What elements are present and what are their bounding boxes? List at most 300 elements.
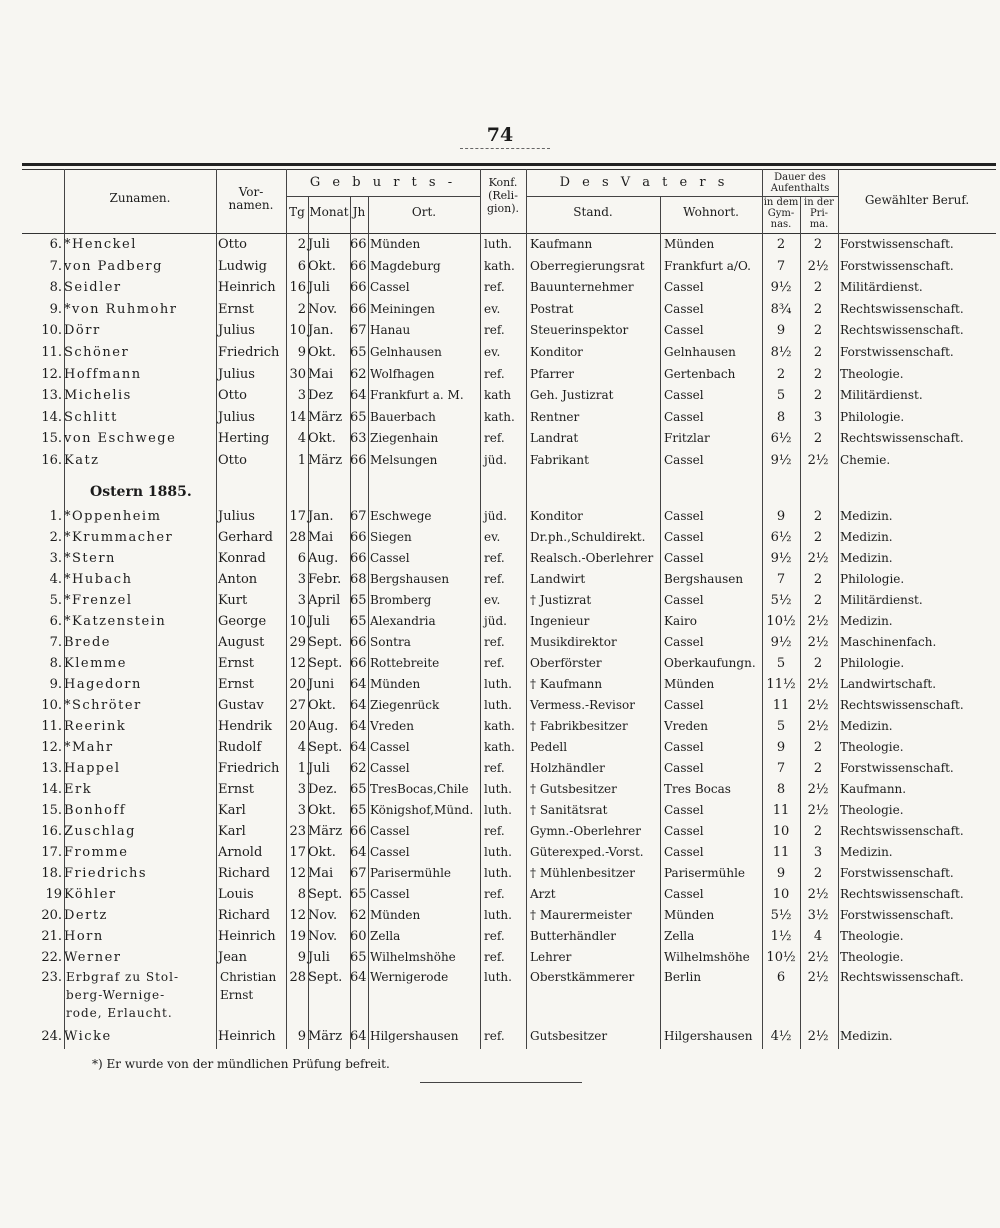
birth-year: 65 bbox=[350, 409, 367, 425]
years-prima: 2½ bbox=[807, 551, 829, 566]
birth-month: Mai bbox=[308, 530, 334, 545]
father-residence: Cassel bbox=[664, 593, 704, 607]
birth-month: Aug. bbox=[308, 551, 339, 566]
first-name: Julius bbox=[218, 409, 255, 425]
birth-day: 3 bbox=[297, 803, 306, 818]
religion: ev. bbox=[484, 593, 501, 607]
years-prima: 2½ bbox=[807, 1029, 829, 1044]
birth-place: Gelnhausen bbox=[370, 345, 442, 359]
father-occupation: Gymn.-Oberlehrer bbox=[530, 824, 641, 838]
row-number: 7. bbox=[49, 635, 62, 650]
birth-year: 66 bbox=[350, 237, 367, 252]
birth-day: 6 bbox=[297, 551, 306, 566]
father-occupation: Lehrer bbox=[530, 950, 572, 964]
religion: ref. bbox=[484, 887, 505, 901]
father-occupation: Butterhändler bbox=[530, 929, 616, 943]
surname: Zuschlag bbox=[64, 824, 136, 839]
surname: Fromme bbox=[64, 845, 129, 860]
years-prima: 3 bbox=[813, 845, 823, 860]
father-occupation: Musikdirektor bbox=[530, 635, 617, 649]
religion: luth. bbox=[484, 698, 512, 712]
father-residence: Cassel bbox=[664, 761, 704, 775]
years-prima: 2½ bbox=[807, 258, 829, 274]
years-prima: 2 bbox=[813, 761, 823, 776]
religion: kath. bbox=[484, 258, 515, 273]
birth-month: März bbox=[308, 409, 343, 425]
table-row bbox=[0, 342, 1000, 363]
birth-year: 66 bbox=[350, 280, 367, 296]
years-prima: 2½ bbox=[807, 677, 829, 692]
row-number: 12. bbox=[41, 366, 62, 382]
surname: *Hubach bbox=[64, 572, 133, 587]
chosen-profession: Medizin. bbox=[840, 845, 893, 859]
birth-year: 62 bbox=[350, 908, 367, 923]
religion: luth. bbox=[484, 803, 512, 817]
father-occupation: † Gutsbesitzer bbox=[530, 782, 617, 796]
years-gymnasium: 10 bbox=[772, 824, 790, 839]
birth-month: Okt. bbox=[308, 345, 336, 360]
father-residence: Cassel bbox=[664, 887, 704, 901]
birth-year: 66 bbox=[350, 656, 367, 671]
religion: luth. bbox=[484, 866, 512, 880]
birth-place: Bromberg bbox=[370, 593, 432, 607]
surname: Bonhoff bbox=[64, 803, 127, 818]
years-gymnasium: 11 bbox=[772, 698, 790, 713]
surname: Brede bbox=[64, 635, 111, 650]
chosen-profession: Theologie. bbox=[840, 929, 904, 943]
father-residence: Cassel bbox=[664, 551, 704, 565]
religion: ref. bbox=[484, 323, 505, 338]
row-number: 15. bbox=[41, 431, 62, 447]
row-number: 15. bbox=[41, 803, 62, 818]
surname: Happel bbox=[64, 761, 121, 776]
header-monat: Monat bbox=[309, 205, 349, 219]
row-number: 16. bbox=[41, 824, 62, 839]
religion: kath. bbox=[484, 740, 515, 754]
birth-day: 9 bbox=[297, 950, 306, 965]
years-gymnasium: 6½ bbox=[770, 431, 792, 447]
chosen-profession: Medizin. bbox=[840, 530, 893, 544]
birth-day: 27 bbox=[289, 698, 306, 713]
father-occupation: † Fabrikbesitzer bbox=[530, 719, 628, 733]
row-number: 4. bbox=[49, 572, 62, 587]
birth-day: 1 bbox=[297, 761, 306, 776]
years-gymnasium: 10½ bbox=[766, 950, 796, 965]
father-occupation: † Kaufmann bbox=[530, 677, 603, 691]
surname: *Stern bbox=[64, 551, 116, 566]
birth-place: Melsungen bbox=[370, 453, 438, 467]
years-prima: 4 bbox=[813, 929, 823, 944]
father-residence: Münden bbox=[664, 908, 715, 922]
first-name: Konrad bbox=[218, 551, 266, 566]
years-gymnasium: 9½ bbox=[770, 453, 792, 468]
religion: ref. bbox=[484, 551, 505, 565]
birth-year: 64 bbox=[350, 388, 367, 404]
years-gymnasium: 9 bbox=[776, 866, 786, 881]
father-occupation: Kaufmann bbox=[530, 237, 593, 251]
father-residence: Vreden bbox=[664, 719, 709, 733]
first-name: Otto bbox=[218, 453, 247, 468]
row-number: 22. bbox=[41, 950, 62, 965]
birth-year: 68 bbox=[350, 572, 367, 587]
chosen-profession: Forstwissenschaft. bbox=[840, 908, 954, 922]
first-name: Otto bbox=[218, 388, 247, 404]
birth-month: Nov. bbox=[308, 908, 338, 923]
birth-day: 10 bbox=[289, 323, 306, 339]
father-residence: Fritzlar bbox=[664, 431, 710, 446]
birth-year: 66 bbox=[350, 258, 367, 274]
father-residence: Berlin bbox=[664, 970, 702, 984]
birth-place: Alexandria bbox=[370, 614, 436, 628]
first-name: Otto bbox=[218, 237, 247, 252]
header-stand: Stand. bbox=[573, 205, 613, 219]
years-gymnasium: 5 bbox=[776, 388, 786, 404]
table-row bbox=[0, 428, 1000, 449]
father-residence: Oberkaufungn. bbox=[664, 656, 756, 670]
header-konf: Konf. (Reli- gion). bbox=[486, 176, 520, 215]
page-number: 74 bbox=[486, 124, 514, 146]
birth-place: Zella bbox=[370, 929, 401, 943]
birth-year: 65 bbox=[350, 803, 367, 818]
years-gymnasium: 11 bbox=[772, 845, 790, 860]
birth-day: 9 bbox=[297, 1029, 306, 1044]
birth-year: 62 bbox=[350, 761, 367, 776]
father-residence: Cassel bbox=[664, 409, 704, 424]
father-residence: Cassel bbox=[664, 740, 704, 754]
birth-year: 64 bbox=[350, 719, 367, 734]
father-occupation: Dr.ph.,Schuldirekt. bbox=[530, 530, 646, 544]
years-gymnasium: 7 bbox=[776, 761, 786, 776]
birth-place: Cassel bbox=[370, 887, 410, 901]
surname: *von Ruhmohr bbox=[64, 301, 178, 317]
father-residence: Zella bbox=[664, 929, 695, 943]
birth-place: Parisermühle bbox=[370, 866, 452, 880]
first-name: Jean bbox=[218, 950, 248, 965]
first-name: Heinrich bbox=[218, 929, 276, 944]
birth-place: Wolfhagen bbox=[370, 366, 435, 381]
chosen-profession: Rechtswissenschaft. bbox=[840, 301, 964, 316]
birth-month: März bbox=[308, 824, 343, 839]
years-gymnasium: 1½ bbox=[770, 929, 792, 944]
table-row bbox=[0, 569, 1000, 590]
birth-day: 20 bbox=[289, 677, 306, 692]
surname: *Katzenstein bbox=[64, 614, 167, 629]
years-prima: 2 bbox=[813, 280, 823, 296]
first-name: Julius bbox=[218, 323, 255, 339]
birth-day: 3 bbox=[297, 593, 306, 608]
years-gymnasium: 5½ bbox=[770, 593, 792, 608]
surname: *Oppenheim bbox=[64, 509, 162, 524]
father-occupation: Steuerinspektor bbox=[530, 323, 629, 338]
table-row bbox=[0, 737, 1000, 758]
birth-day: 12 bbox=[289, 656, 306, 671]
religion: ref. bbox=[484, 761, 505, 775]
birth-day: 1 bbox=[297, 453, 306, 468]
header-geburts-rule bbox=[286, 196, 480, 197]
chosen-profession: Theologie. bbox=[840, 950, 904, 964]
birth-year: 66 bbox=[350, 453, 367, 468]
years-gymnasium: 10 bbox=[772, 887, 790, 902]
religion: luth. bbox=[484, 845, 512, 859]
father-occupation: Fabrikant bbox=[530, 453, 589, 467]
birth-day: 29 bbox=[289, 635, 306, 650]
birth-month: Febr. bbox=[308, 572, 342, 587]
father-residence: Kairo bbox=[664, 614, 697, 628]
birth-year: 66 bbox=[350, 824, 367, 839]
birth-place: Eschwege bbox=[370, 509, 432, 523]
surname: Seidler bbox=[64, 280, 122, 296]
birth-year: 64 bbox=[350, 1029, 367, 1044]
surname: Klemme bbox=[64, 656, 127, 671]
chosen-profession: Rechtswissenschaft. bbox=[840, 824, 964, 838]
table-row bbox=[0, 364, 1000, 385]
chosen-profession: Landwirtschaft. bbox=[840, 677, 937, 691]
birth-year: 65 bbox=[350, 593, 367, 608]
header-vaters-rule bbox=[526, 196, 762, 197]
row-number: 20. bbox=[41, 908, 62, 923]
table-row bbox=[0, 884, 1000, 905]
first-name: Friedrich bbox=[218, 761, 280, 776]
birth-place: Frankfurt a. M. bbox=[370, 388, 464, 403]
father-residence: Cassel bbox=[664, 530, 704, 544]
birth-month: Okt. bbox=[308, 258, 336, 274]
birth-year: 63 bbox=[350, 431, 367, 447]
top-double-rule bbox=[22, 163, 996, 166]
table-row bbox=[0, 716, 1000, 737]
father-residence: Cassel bbox=[664, 698, 704, 712]
birth-place: Münden bbox=[370, 908, 421, 922]
table-row bbox=[0, 277, 1000, 298]
header-ort: Ort. bbox=[411, 205, 437, 219]
years-gymnasium: 6½ bbox=[770, 530, 792, 545]
birth-year: 64 bbox=[350, 845, 367, 860]
chosen-profession: Philologie. bbox=[840, 572, 905, 586]
birth-month: Sept. bbox=[308, 887, 343, 902]
years-prima: 2½ bbox=[807, 887, 829, 902]
surname: *Mahr bbox=[64, 740, 114, 755]
birth-place: Cassel bbox=[370, 551, 410, 565]
father-residence: Münden bbox=[664, 677, 715, 691]
years-prima: 2 bbox=[813, 866, 823, 881]
father-occupation: Arzt bbox=[530, 887, 556, 901]
years-gymnasium: 6 bbox=[776, 970, 786, 985]
father-residence: Cassel bbox=[664, 803, 704, 817]
religion: jüd. bbox=[484, 614, 507, 628]
surname-line-3: rode, Erlaucht. bbox=[66, 1006, 173, 1020]
years-prima: 2 bbox=[813, 366, 823, 382]
birth-day: 30 bbox=[289, 366, 306, 382]
birth-month: Jan. bbox=[308, 323, 334, 339]
first-name: Ernst bbox=[218, 677, 254, 692]
birth-place: Magdeburg bbox=[370, 258, 441, 273]
row-number: 8. bbox=[49, 656, 62, 671]
surname: Katz bbox=[64, 453, 100, 468]
first-name-line-1: Christian bbox=[220, 970, 277, 984]
footnote: *) Er wurde von der mündlichen Prüfung befreit. bbox=[92, 1057, 390, 1071]
father-occupation: Oberförster bbox=[530, 656, 602, 670]
birth-year: 65 bbox=[350, 614, 367, 629]
years-prima: 3 bbox=[813, 409, 823, 425]
birth-year: 66 bbox=[350, 551, 367, 566]
row-number: 9. bbox=[49, 677, 62, 692]
birth-place: Ziegenrück bbox=[370, 698, 440, 712]
first-name: Gerhard bbox=[218, 530, 273, 545]
row-number: 16. bbox=[41, 453, 62, 468]
father-occupation: Oberstkämmerer bbox=[530, 970, 635, 984]
father-residence: Cassel bbox=[664, 453, 704, 467]
birth-place: Vreden bbox=[370, 719, 415, 733]
table-row bbox=[0, 527, 1000, 548]
religion: ev. bbox=[484, 301, 501, 316]
table-row bbox=[0, 611, 1000, 632]
birth-year: 66 bbox=[350, 530, 367, 545]
birth-place: TresBocas,Chile bbox=[370, 782, 469, 796]
row-number: 21. bbox=[41, 929, 62, 944]
birth-place: Bauerbach bbox=[370, 409, 436, 424]
first-name: Karl bbox=[218, 824, 246, 839]
father-occupation: † Justizrat bbox=[530, 593, 592, 607]
father-occupation: Konditor bbox=[530, 345, 583, 359]
father-residence: Cassel bbox=[664, 845, 704, 859]
row-number: 11. bbox=[41, 345, 62, 360]
table-row bbox=[0, 234, 1000, 255]
surname: Horn bbox=[64, 929, 104, 944]
years-prima: 2 bbox=[813, 740, 823, 755]
years-prima: 2 bbox=[813, 301, 823, 317]
page-number-ornament bbox=[460, 148, 550, 149]
birth-month: Sept. bbox=[308, 635, 343, 650]
first-name: Ludwig bbox=[218, 258, 267, 274]
first-name: Julius bbox=[218, 509, 255, 524]
years-prima: 2 bbox=[813, 345, 823, 360]
birth-year: 67 bbox=[350, 866, 367, 881]
religion: ref. bbox=[484, 824, 505, 838]
row-number: 13. bbox=[41, 761, 62, 776]
years-gymnasium: 5 bbox=[776, 656, 786, 671]
footnote-rule bbox=[420, 1082, 582, 1083]
father-occupation: Rentner bbox=[530, 409, 580, 424]
surname: Michelis bbox=[64, 388, 132, 404]
birth-day: 28 bbox=[289, 530, 306, 545]
birth-month: Mai bbox=[308, 866, 334, 881]
table-row bbox=[0, 450, 1000, 471]
surname: Erk bbox=[64, 782, 93, 797]
chosen-profession: Militärdienst. bbox=[840, 388, 923, 403]
first-name: August bbox=[218, 635, 265, 650]
religion: luth. bbox=[484, 782, 512, 796]
first-name-line-2: Ernst bbox=[220, 988, 254, 1002]
birth-place: Siegen bbox=[370, 530, 412, 544]
father-residence: Tres Bocas bbox=[664, 782, 731, 796]
table-row-24 bbox=[0, 1026, 1000, 1047]
years-prima: 2 bbox=[813, 656, 823, 671]
surname-line-2: berg-Wernige- bbox=[66, 988, 166, 1002]
surname: *Schröter bbox=[64, 698, 142, 713]
row-number: 10. bbox=[41, 323, 62, 339]
chosen-profession: Forstwissenschaft. bbox=[840, 345, 954, 359]
father-residence: Cassel bbox=[664, 280, 704, 295]
birth-place: Cassel bbox=[370, 845, 410, 859]
religion: ref. bbox=[484, 950, 505, 964]
years-gymnasium: 10½ bbox=[766, 614, 796, 629]
first-name: Ernst bbox=[218, 782, 254, 797]
row-number: 24. bbox=[41, 1029, 62, 1044]
row-number: 7. bbox=[49, 258, 62, 274]
row-number: 10. bbox=[41, 698, 62, 713]
birth-place: Wernigerode bbox=[370, 970, 449, 984]
birth-month: Nov. bbox=[308, 301, 338, 317]
chosen-profession: Medizin. bbox=[840, 509, 893, 523]
birth-day: 14 bbox=[289, 409, 306, 425]
birth-month: Juli bbox=[308, 237, 330, 252]
surname: *Henckel bbox=[64, 237, 137, 252]
chosen-profession: Kaufmann. bbox=[840, 782, 907, 796]
header-vaters: D e s V a t e r s bbox=[559, 175, 729, 190]
table-row bbox=[0, 758, 1000, 779]
father-occupation: Pedell bbox=[530, 740, 568, 754]
years-prima: 2½ bbox=[807, 635, 829, 650]
header-jh: Jh bbox=[352, 205, 366, 219]
religion: ref. bbox=[484, 572, 505, 586]
header-tg: Tg bbox=[289, 205, 305, 219]
surname-line-1: Erbgraf zu Stol- bbox=[66, 970, 180, 984]
birth-month: Sept. bbox=[308, 740, 343, 755]
row-number: 6. bbox=[49, 614, 62, 629]
birth-month: Okt. bbox=[308, 845, 336, 860]
father-occupation: Landrat bbox=[530, 431, 579, 446]
religion: ev. bbox=[484, 530, 501, 544]
birth-year: 67 bbox=[350, 323, 367, 339]
table-row bbox=[0, 695, 1000, 716]
surname: Schlitt bbox=[64, 409, 118, 425]
birth-place: Hanau bbox=[370, 323, 411, 338]
birth-day: 23 bbox=[289, 824, 306, 839]
religion: ref. bbox=[484, 1029, 505, 1043]
birth-month: Okt. bbox=[308, 431, 336, 447]
chosen-profession: Philologie. bbox=[840, 656, 905, 670]
first-name: Herting bbox=[218, 431, 270, 447]
years-prima: 2 bbox=[813, 593, 823, 608]
birth-year: 66 bbox=[350, 635, 367, 650]
surname: Hagedorn bbox=[64, 677, 142, 692]
religion: kath. bbox=[484, 719, 515, 733]
chosen-profession: Maschinenfach. bbox=[840, 635, 937, 649]
birth-month: Jan. bbox=[308, 509, 334, 524]
religion: jüd. bbox=[484, 453, 507, 467]
birth-place: Sontra bbox=[370, 635, 411, 649]
birth-place: Meiningen bbox=[370, 301, 436, 316]
father-residence: Frankfurt a/O. bbox=[664, 258, 751, 273]
first-name: Julius bbox=[218, 366, 255, 382]
years-prima: 2½ bbox=[807, 453, 829, 468]
years-prima: 2½ bbox=[807, 719, 829, 734]
table-row bbox=[0, 299, 1000, 320]
father-residence: Cassel bbox=[664, 301, 704, 316]
row-number: 14. bbox=[41, 782, 62, 797]
table-row bbox=[0, 548, 1000, 569]
header-prima: in der Pri- ma. bbox=[804, 197, 834, 230]
birth-year: 65 bbox=[350, 345, 367, 360]
section-title-ostern-1885: Ostern 1885. bbox=[90, 484, 192, 500]
father-residence: Cassel bbox=[664, 509, 704, 523]
birth-day: 17 bbox=[289, 845, 306, 860]
row-number: 6. bbox=[49, 237, 62, 252]
chosen-profession: Theologie. bbox=[840, 740, 904, 754]
surname: *Krummacher bbox=[64, 530, 174, 545]
surname: Schöner bbox=[64, 345, 130, 360]
birth-month: Juli bbox=[308, 280, 330, 296]
birth-month: Nov. bbox=[308, 929, 338, 944]
